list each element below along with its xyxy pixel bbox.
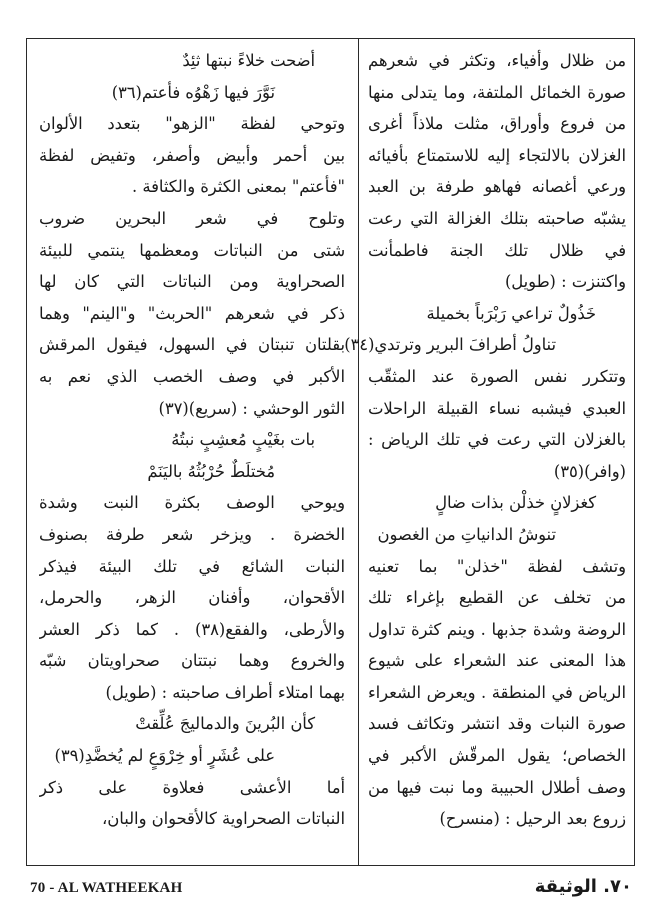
text-line: ورعي أغصانه فهاهو طرفة بن العبد [368,177,626,197]
poem-verse: كأن البُرينَ والدماليجَ عُلِّقتْ [135,714,315,734]
poem-verse: بات بغَيْبٍ مُعشِبٍ نبتُهُ [171,430,315,450]
text-line: والخروع وهما نبتتان صحراويتان شبّه [39,651,345,671]
text-line: الثور الوحشي : (سريع)(٣٧) [158,398,345,418]
column-divider [358,39,359,865]
text-line: وتتكرر نفس الصورة عند المثقّب [368,366,626,386]
text-line: أما الأعشى فعلاوة على ذكر [39,777,345,797]
text-line: بالغزلان التي رعت في تلك الرياض : [368,430,626,450]
text-line: (وافر)(٣٥) [553,461,626,481]
text-line: وتوحي لفظة "الزهو" بتعدد الألوان [39,114,345,134]
text-line: وتشف لفظة "خذلن" بما تعنيه [368,556,626,576]
text-line: ويوحي الوصف بكثرة النبت وشدة [39,493,345,513]
left-column [39,45,345,835]
text-line: هذا المعنى عند الشعراء على شيوع [368,651,626,671]
text-line: صورة الخمائل الملتفة، وما يتدلى منها [368,82,626,102]
text-line: من ظلال وأفياء، وتكثر في شعرهم [368,51,626,70]
text-line: وصف أطلال الحبيبة وما نبت فيها من [368,777,626,797]
text-line: بين أحمر وأبيض وأصفر، وتفيض لفظة [39,145,345,165]
text-line: في ظلال تلك الجنة فاطمأنت [368,240,626,260]
text-line: من تخلف عن القطيع بإغراء تلك [368,588,626,608]
text-line: النبات الشائع في تلك البيئة فيذكر [39,556,345,576]
text-line: الأقحوان، وأفنان الزهر، والحرمل، [39,588,345,608]
poem-verse: على عُشَرٍ أو خِرْوَعٍ لم يُخضَّدِ(٣٩) [54,746,275,766]
text-line: الخضرة . ويزخر شعر طرفة بصنوف [39,524,345,544]
footer-page-label-english: 70 - AL WATHEEKAH [30,880,183,896]
poem-verse: نَوَّرَ فيها زَهْوُه فأعتم(٣٦) [111,82,275,102]
text-line: الخصاص؛ يقول المرقّش الأكبر في [368,746,626,766]
text-line: شتى من النباتات ومعظمها ينتمي للبيئة [39,240,345,260]
poem-verse: تنوشُ الدانياتِ من الغصون [377,524,556,544]
page-frame [26,38,635,866]
text-line: زروع بعد الرحيل : (منسرح) [439,809,626,829]
text-line: الغزلان بالالتجاء إليه للاستمتاع بأفيائه [368,145,626,165]
text-line: واكتنزت : (طويل) [504,272,626,292]
text-line: الصحراوية ومن النباتات التي كان لها [39,272,345,292]
poem-verse: أضحت خلاءً نبتها ثئِدٌ [182,51,315,70]
text-line: صورة النبات وقد انتشر وتكاثف فسد [368,714,626,734]
poem-verse: مُختلَطٌ حُرْبُثُهُ باليَنَمْ [147,461,275,481]
text-line: والأرطى، والفقع(٣٨) . كما ذكر العشر [39,619,345,639]
text-line: العبدي فيشبه نساء القبيلة الراحلات [368,398,626,418]
text-line: النباتات الصحراوية كالأقحوان والبان، [102,809,345,829]
footer-page-label-arabic: ٧٠. الوثيقة [534,876,632,897]
text-line: يشبّه صاحبته بتلك الغزالة التي رعت [368,208,626,228]
poem-verse: كغزلانٍ خذلْن بذات ضالٍ [435,493,596,513]
text-line: بقلتان تنبتان في السهول، فيقول المرقش [39,335,345,355]
poem-verse: خَذُولٌ تراعي رَبْرَباً بخميلة [426,303,596,323]
right-column [344,45,626,835]
page-footer [0,874,662,904]
text-line: ذكر في شعرهم "الحربث" و"الينم" وهما [39,303,345,323]
poem-verse: تناولُ أطرافَ البرير وترتدي(٣٤) [344,335,556,355]
text-line: الرياض في المنطقة . ويعرض الشعراء [368,682,626,702]
text-line: "فأعتم" بمعنى الكثرة والكثافة . [132,177,345,197]
text-line: من فروع وأوراق، مثلت ملاذاً أغرى [368,114,626,134]
text-line: الروضة وشدة جذبها . وينم كثرة تداول [368,619,626,639]
text-line: الأكبر في وصف الخصب الذي نعم به [39,366,345,386]
text-line: بهما امتلاء أطراف صاحبته : (طويل) [105,682,345,702]
text-line: وتلوح في شعر البحرين ضروب [39,208,345,228]
